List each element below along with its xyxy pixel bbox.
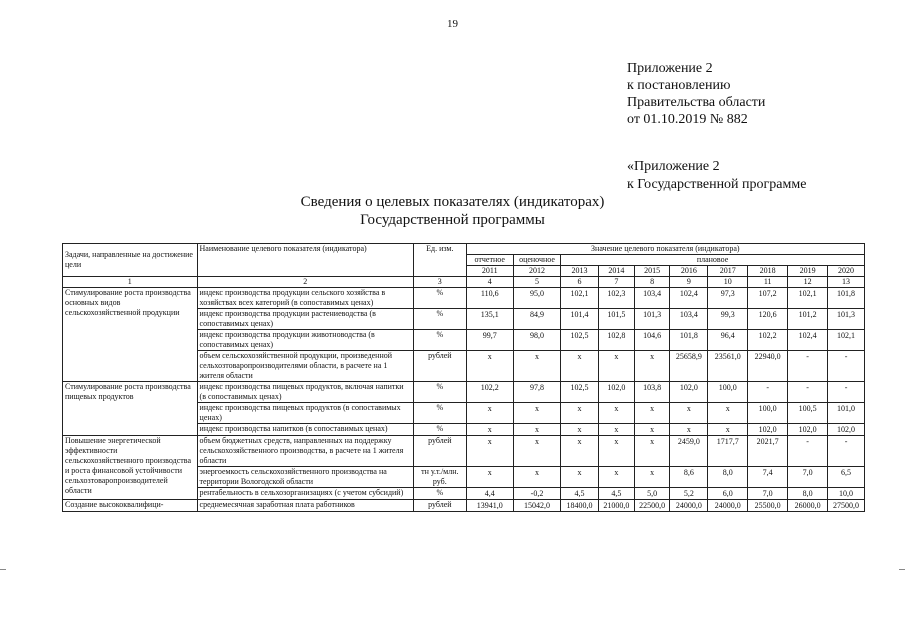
value-cell: x: [634, 467, 670, 488]
value-cell: 102,2: [748, 330, 788, 351]
appendix-line-2: к постановлению: [627, 78, 731, 93]
value-cell: 8,0: [708, 467, 748, 488]
value-cell: x: [513, 467, 560, 488]
value-cell: 2459,0: [670, 436, 708, 467]
unit-cell: %: [414, 424, 467, 436]
indicator-name-cell: индекс производства пищевых продуктов, включая напитки (в сопоставимых ценах): [197, 382, 414, 403]
value-cell: 101,2: [788, 309, 828, 330]
value-cell: 101,5: [598, 309, 634, 330]
year-cell: 2011: [466, 266, 513, 277]
value-cell: x: [598, 467, 634, 488]
value-cell: x: [466, 403, 513, 424]
value-cell: x: [708, 403, 748, 424]
appendix-quote-line-1: «Приложение 2: [627, 159, 720, 174]
year-cell: 2012: [513, 266, 560, 277]
appendix-line-4: от 01.10.2019 № 882: [627, 112, 748, 127]
value-cell: 102,5: [561, 330, 599, 351]
header-report: отчетное: [466, 255, 513, 266]
value-cell: 102,8: [598, 330, 634, 351]
value-cell: 101,0: [828, 403, 865, 424]
value-cell: x: [634, 424, 670, 436]
unit-cell: %: [414, 403, 467, 424]
column-number-cell: 9: [670, 277, 708, 288]
indicator-name-cell: объем бюджетных средств, направленных на поддержку сельскохозяйственного производства, в расчете на 1 жителя области: [197, 436, 414, 467]
value-cell: 98,0: [513, 330, 560, 351]
task-cell: Стимулирование роста производства основных видов сельскохозяйственной продукции: [63, 288, 198, 382]
unit-cell: рублей: [414, 500, 467, 512]
value-cell: x: [561, 403, 599, 424]
value-cell: 104,6: [634, 330, 670, 351]
column-number-cell: 3: [414, 277, 467, 288]
value-cell: 101,8: [828, 288, 865, 309]
value-cell: x: [634, 436, 670, 467]
value-cell: -: [748, 382, 788, 403]
value-cell: 10,0: [828, 488, 865, 500]
value-cell: x: [466, 351, 513, 382]
value-cell: 102,1: [561, 288, 599, 309]
header-unit: Ед. изм.: [414, 244, 467, 277]
indicator-name-cell: рентабельность в сельхозорганизациях (с учетом субсидий): [197, 488, 414, 500]
column-number-cell: 8: [634, 277, 670, 288]
value-cell: 103,4: [670, 309, 708, 330]
unit-cell: %: [414, 309, 467, 330]
column-number-cell: 12: [788, 277, 828, 288]
year-cell: 2014: [598, 266, 634, 277]
year-cell: 2020: [828, 266, 865, 277]
value-cell: 135,1: [466, 309, 513, 330]
indicator-name-cell: объем сельскохозяйственной продукции, произведенной сельхозтоваропроизводителями области, в расчете на 1 жителя области: [197, 351, 414, 382]
header-task: Задачи, направленные на достижение цели: [63, 244, 198, 277]
value-cell: -: [788, 382, 828, 403]
value-cell: 102,0: [598, 382, 634, 403]
appendix-quote: [627, 158, 806, 194]
value-cell: 102,5: [561, 382, 599, 403]
value-cell: x: [513, 351, 560, 382]
value-cell: 101,8: [670, 330, 708, 351]
column-number-cell: 1: [63, 277, 198, 288]
table-row: [63, 288, 865, 309]
value-cell: 4,5: [561, 488, 599, 500]
value-cell: 96,4: [708, 330, 748, 351]
value-cell: -: [788, 436, 828, 467]
value-cell: 101,4: [561, 309, 599, 330]
unit-cell: %: [414, 330, 467, 351]
value-cell: -: [828, 351, 865, 382]
value-cell: 99,3: [708, 309, 748, 330]
column-number-cell: 7: [598, 277, 634, 288]
value-cell: x: [598, 436, 634, 467]
column-number-cell: 5: [513, 277, 560, 288]
task-cell: Стимулирование роста производства пищевых продуктов: [63, 382, 198, 436]
value-cell: x: [466, 467, 513, 488]
title-line-2: Государственной программы: [360, 212, 545, 228]
value-cell: 6,5: [828, 467, 865, 488]
value-cell: 5,0: [634, 488, 670, 500]
value-cell: 21000,0: [598, 500, 634, 512]
value-cell: 7,0: [748, 488, 788, 500]
value-cell: x: [670, 403, 708, 424]
unit-cell: рублей: [414, 351, 467, 382]
value-cell: 110,6: [466, 288, 513, 309]
value-cell: x: [466, 424, 513, 436]
unit-cell: %: [414, 488, 467, 500]
value-cell: -: [828, 436, 865, 467]
value-cell: 7,4: [748, 467, 788, 488]
value-cell: 2021,7: [748, 436, 788, 467]
value-cell: 103,8: [634, 382, 670, 403]
appendix-line-1: Приложение 2: [627, 61, 713, 76]
value-cell: -: [788, 351, 828, 382]
value-cell: 24000,0: [670, 500, 708, 512]
value-cell: x: [708, 424, 748, 436]
value-cell: 102,2: [466, 382, 513, 403]
value-cell: 103,4: [634, 288, 670, 309]
value-cell: 102,0: [670, 382, 708, 403]
unit-cell: %: [414, 382, 467, 403]
value-cell: 102,1: [828, 330, 865, 351]
value-cell: x: [670, 424, 708, 436]
column-number-cell: 6: [561, 277, 599, 288]
value-cell: x: [634, 351, 670, 382]
value-cell: 26000,0: [788, 500, 828, 512]
value-cell: 25658,9: [670, 351, 708, 382]
unit-cell: тн у.т./млн. руб.: [414, 467, 467, 488]
value-cell: x: [598, 403, 634, 424]
value-cell: 1717,7: [708, 436, 748, 467]
value-cell: 84,9: [513, 309, 560, 330]
value-cell: 101,3: [634, 309, 670, 330]
table-row: [63, 382, 865, 403]
column-number-cell: 2: [197, 277, 414, 288]
value-cell: 97,8: [513, 382, 560, 403]
value-cell: 5,2: [670, 488, 708, 500]
unit-cell: рублей: [414, 436, 467, 467]
page-number: 19: [447, 18, 458, 30]
value-cell: 100,0: [708, 382, 748, 403]
value-cell: 27500,0: [828, 500, 865, 512]
value-cell: -: [828, 382, 865, 403]
value-cell: x: [561, 436, 599, 467]
value-cell: x: [561, 424, 599, 436]
value-cell: 4,5: [598, 488, 634, 500]
value-cell: 102,4: [670, 288, 708, 309]
table-row: [63, 500, 865, 512]
value-cell: 100,5: [788, 403, 828, 424]
value-cell: 102,4: [788, 330, 828, 351]
value-cell: 4,4: [466, 488, 513, 500]
column-number-cell: 11: [748, 277, 788, 288]
task-cell: Создание высококвалифици-: [63, 500, 198, 512]
value-cell: 24000,0: [708, 500, 748, 512]
value-cell: x: [598, 424, 634, 436]
value-cell: x: [561, 467, 599, 488]
year-cell: 2016: [670, 266, 708, 277]
value-cell: 7,0: [788, 467, 828, 488]
value-cell: 99,7: [466, 330, 513, 351]
value-cell: 107,2: [748, 288, 788, 309]
task-cell: Повышение энергетической эффективности сельскохозяйственного производства и роста финансовой устойчивости сельхозтоваропроизводителей области: [63, 436, 198, 500]
value-cell: x: [466, 436, 513, 467]
value-cell: x: [513, 424, 560, 436]
page-edge-mark-left: [0, 569, 6, 570]
year-cell: 2015: [634, 266, 670, 277]
column-numbers-row: [63, 277, 865, 288]
page-edge-mark-right: [899, 569, 905, 570]
indicator-name-cell: индекс производства продукции животноводства (в сопоставимых ценах): [197, 330, 414, 351]
appendix-quote-line-2: к Государственной программе: [627, 177, 807, 192]
year-cell: 2019: [788, 266, 828, 277]
unit-cell: %: [414, 288, 467, 309]
header-estimate: оценочное: [513, 255, 560, 266]
value-cell: 8,0: [788, 488, 828, 500]
value-cell: 102,0: [828, 424, 865, 436]
appendix-header: [627, 60, 765, 128]
header-indicator-name: Наименование целевого показателя (индикатора): [197, 244, 414, 277]
value-cell: 102,0: [788, 424, 828, 436]
value-cell: 13941,0: [466, 500, 513, 512]
value-cell: 22940,0: [748, 351, 788, 382]
header-plan: плановое: [561, 255, 865, 266]
indicator-name-cell: индекс производства продукции сельского хозяйства в хозяйствах всех категорий (в сопоставимых ценах): [197, 288, 414, 309]
year-cell: 2018: [748, 266, 788, 277]
value-cell: 6,0: [708, 488, 748, 500]
value-cell: 25500,0: [748, 500, 788, 512]
value-cell: x: [513, 403, 560, 424]
value-cell: 15042,0: [513, 500, 560, 512]
table-row: [63, 436, 865, 467]
value-cell: x: [513, 436, 560, 467]
year-cell: 2013: [561, 266, 599, 277]
value-cell: 102,0: [748, 424, 788, 436]
value-cell: 95,0: [513, 288, 560, 309]
value-cell: 100,0: [748, 403, 788, 424]
indicator-name-cell: среднемесячная заработная плата работников: [197, 500, 414, 512]
title-line-1: Сведения о целевых показателях (индикаторах): [300, 194, 605, 210]
value-cell: x: [634, 403, 670, 424]
column-number-cell: 10: [708, 277, 748, 288]
value-cell: x: [598, 351, 634, 382]
value-cell: 18400,0: [561, 500, 599, 512]
column-number-cell: 4: [466, 277, 513, 288]
value-cell: -0,2: [513, 488, 560, 500]
value-cell: 101,3: [828, 309, 865, 330]
value-cell: 97,3: [708, 288, 748, 309]
indicators-table: [62, 243, 865, 512]
value-cell: 102,1: [788, 288, 828, 309]
document-title: [0, 193, 905, 229]
year-cell: 2017: [708, 266, 748, 277]
indicator-name-cell: энергоемкость сельскохозяйственного производства на территории Вологодской области: [197, 467, 414, 488]
column-number-cell: 13: [828, 277, 865, 288]
value-cell: 102,3: [598, 288, 634, 309]
value-cell: 120,6: [748, 309, 788, 330]
appendix-line-3: Правительства области: [627, 95, 766, 110]
value-cell: 22500,0: [634, 500, 670, 512]
value-cell: 8,6: [670, 467, 708, 488]
indicator-name-cell: индекс производства продукции растениеводства (в сопоставимых ценах): [197, 309, 414, 330]
value-cell: x: [561, 351, 599, 382]
indicator-name-cell: индекс производства напитков (в сопоставимых ценах): [197, 424, 414, 436]
value-cell: 23561,0: [708, 351, 748, 382]
header-value: Значение целевого показателя (индикатора): [466, 244, 864, 255]
indicator-name-cell: индекс производства пищевых продуктов (в сопоставимых ценах): [197, 403, 414, 424]
